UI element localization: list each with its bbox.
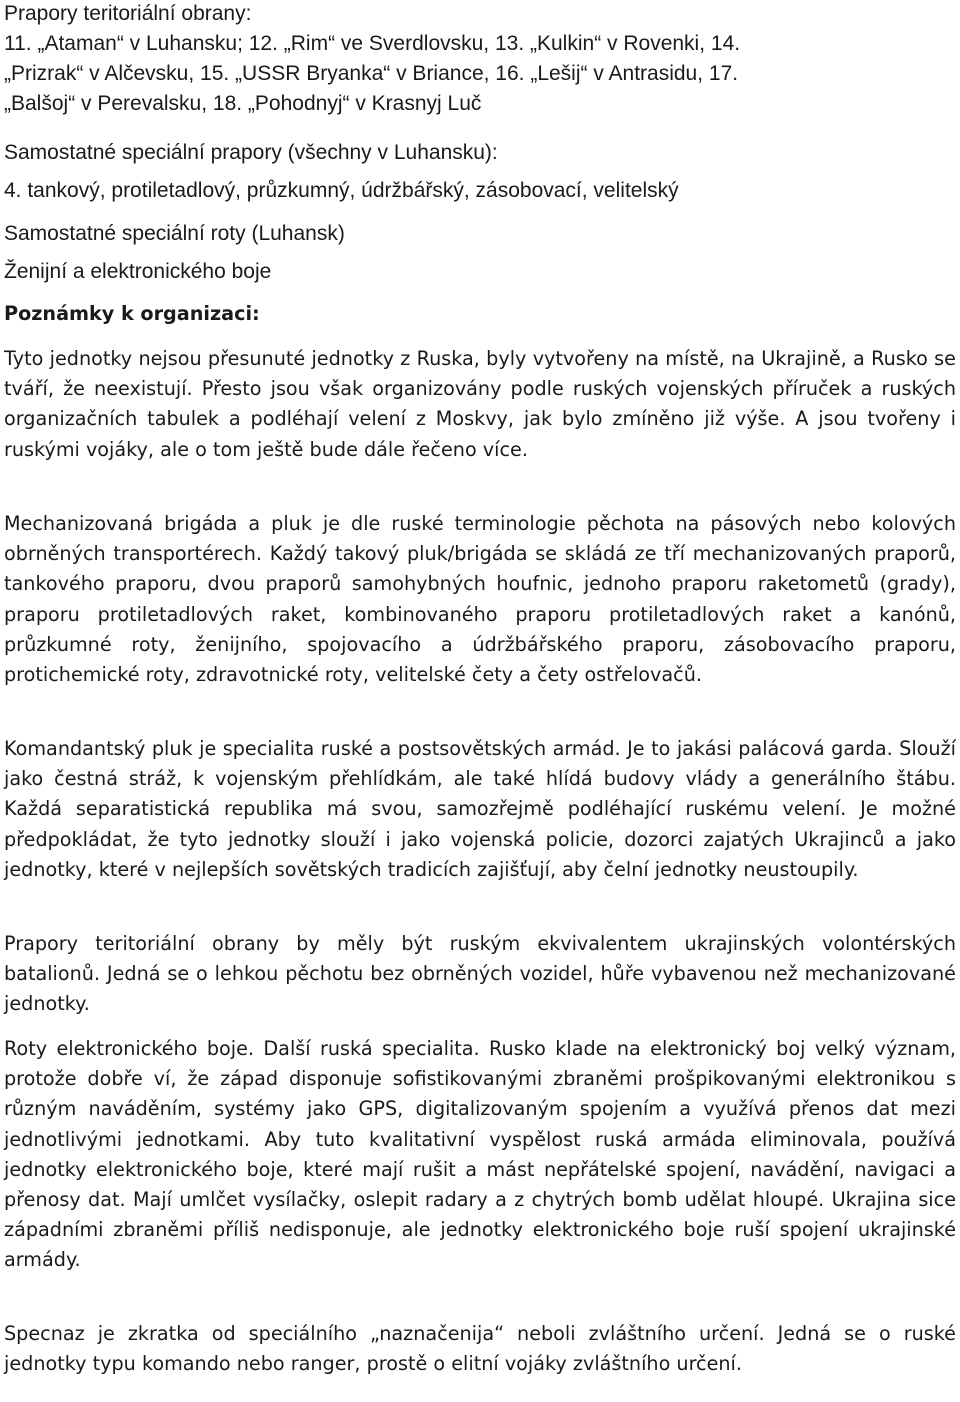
- battalions-list-line: „Prizrak“ v Alčevsku, 15. „USSR Bryanka“ v Briance, 16. „Lešij“ v Antrasidu, 17.: [4, 62, 739, 85]
- special-companies-heading: Samostatné speciální roty (Luhansk): [4, 222, 345, 245]
- special-battalions-heading: Samostatné speciální prapory (všechny v Luhansku):: [4, 141, 498, 164]
- paragraph: Komandantský pluk je specialita ruské a postsovětských armád. Je to jakási palácová garda. Slouží jako čestná stráž, k vojenským přehlídkám, ale také hlídá budovy vlády a generálního štábu. Každá separatistická republika má svou, samozřejmě podléhající ruskému velení. Je možné předpokládat, že tyto jednotky slouží i jako vojenská policie, dozorci zajatých Ukrajinců a jako jednotky, které v nejlepších sovětských tradicích zajišťují, aby čelní jednotky neustoupily.: [4, 737, 956, 881]
- battalions-list-line: „Balšoj“ v Perevalsku, 18. „Pohodnyj“ v Krasnyj Luč: [4, 92, 482, 115]
- battalions-list: [4, 29, 956, 119]
- paragraph: Prapory teritoriální obrany by měly být ruským ekvivalentem ukrajinských volontérských batalionů. Jedná se o lehkou pěchotu bez obrněných vozidel, hůře vybavenou než mechanizované jednotky.: [4, 932, 956, 1016]
- special-battalions-section: [4, 138, 956, 206]
- special-companies-section: [4, 219, 956, 287]
- paragraph: Specnaz je zkratka od speciálního „naznačenija“ neboli zvláštního určení. Jedná se o ruské jednotky typu komando nebo ranger, prostě o elitní vojáky zvláštního určení.: [4, 1322, 956, 1376]
- paragraph: Mechanizovaná brigáda a pluk je dle ruské terminologie pěchota na pásových nebo kolových obrněných transportérech. Každý takový pluk/brigáda se skládá ze tří mechanizovaných praporů, tankového praporu, dvou praporů samohybných houfnic, jednoho praporu raketometů (grady), praporu protiletadlových raket, kombinovaného praporu protiletadlových raket a kanónů, průzkumné roty, ženijního, spojovacího a údržbářského praporu, zásobovacího praporu, protichemické roty, zdravotnické roty, velitelské čety a čety ostřelovačů.: [4, 512, 956, 687]
- battalions-section: [4, 0, 956, 119]
- paragraph: Roty elektronického boje. Další ruská specialita. Rusko klade na elektronický boj velký význam, protože dobře ví, že západ disponuje sofistikovanými zbraněmi prošpikovanými elektronikou s různým naváděním, systémy jako GPS, digitalizovaným spojením a využívá přenos dat mezi jednotlivými jednotkami. Aby tuto kvalitativní vyspělost ruská armáda eliminovala, používá jednotky elektronického boje, které mají rušit a mást nepřátelské spojení, navádění, navigaci a přenosy dat. Mají umlčet vysílačky, oslepit radary a z chytrých bomb udělat hloupé. Ukrajina sice západními zbraněmi příliš nedisponuje, ale jednotky elektronického boje ruší spojení ukrajinské armády.: [4, 1037, 956, 1272]
- battalions-heading: Prapory teritoriální obrany:: [4, 2, 252, 25]
- paragraph: Tyto jednotky nejsou přesunuté jednotky z Ruska, byly vytvořeny na místě, na Ukrajině, a Rusko se tváří, že neexistují. Přesto jsou však organizovány podle ruských vojenských příruček a ruských organizačních tabulek a podléhají velení z Moskvy, jak bylo zmíněno již výše. A jsou tvořeny i ruskými vojáky, ale o tom ještě bude dále řečeno více.: [4, 347, 956, 461]
- battalions-list-line: 11. „Ataman“ v Luhansku; 12. „Rim“ ve Sverdlovsku, 13. „Kulkin“ v Rovenki, 14.: [4, 32, 741, 55]
- special-battalions-list: 4. tankový, protiletadlový, průzkumný, údržbářský, zásobovací, velitelský: [4, 179, 679, 202]
- notes-heading: Poznámky k organizaci:: [4, 302, 260, 325]
- special-companies-list: Ženijní a elektronického boje: [4, 260, 272, 283]
